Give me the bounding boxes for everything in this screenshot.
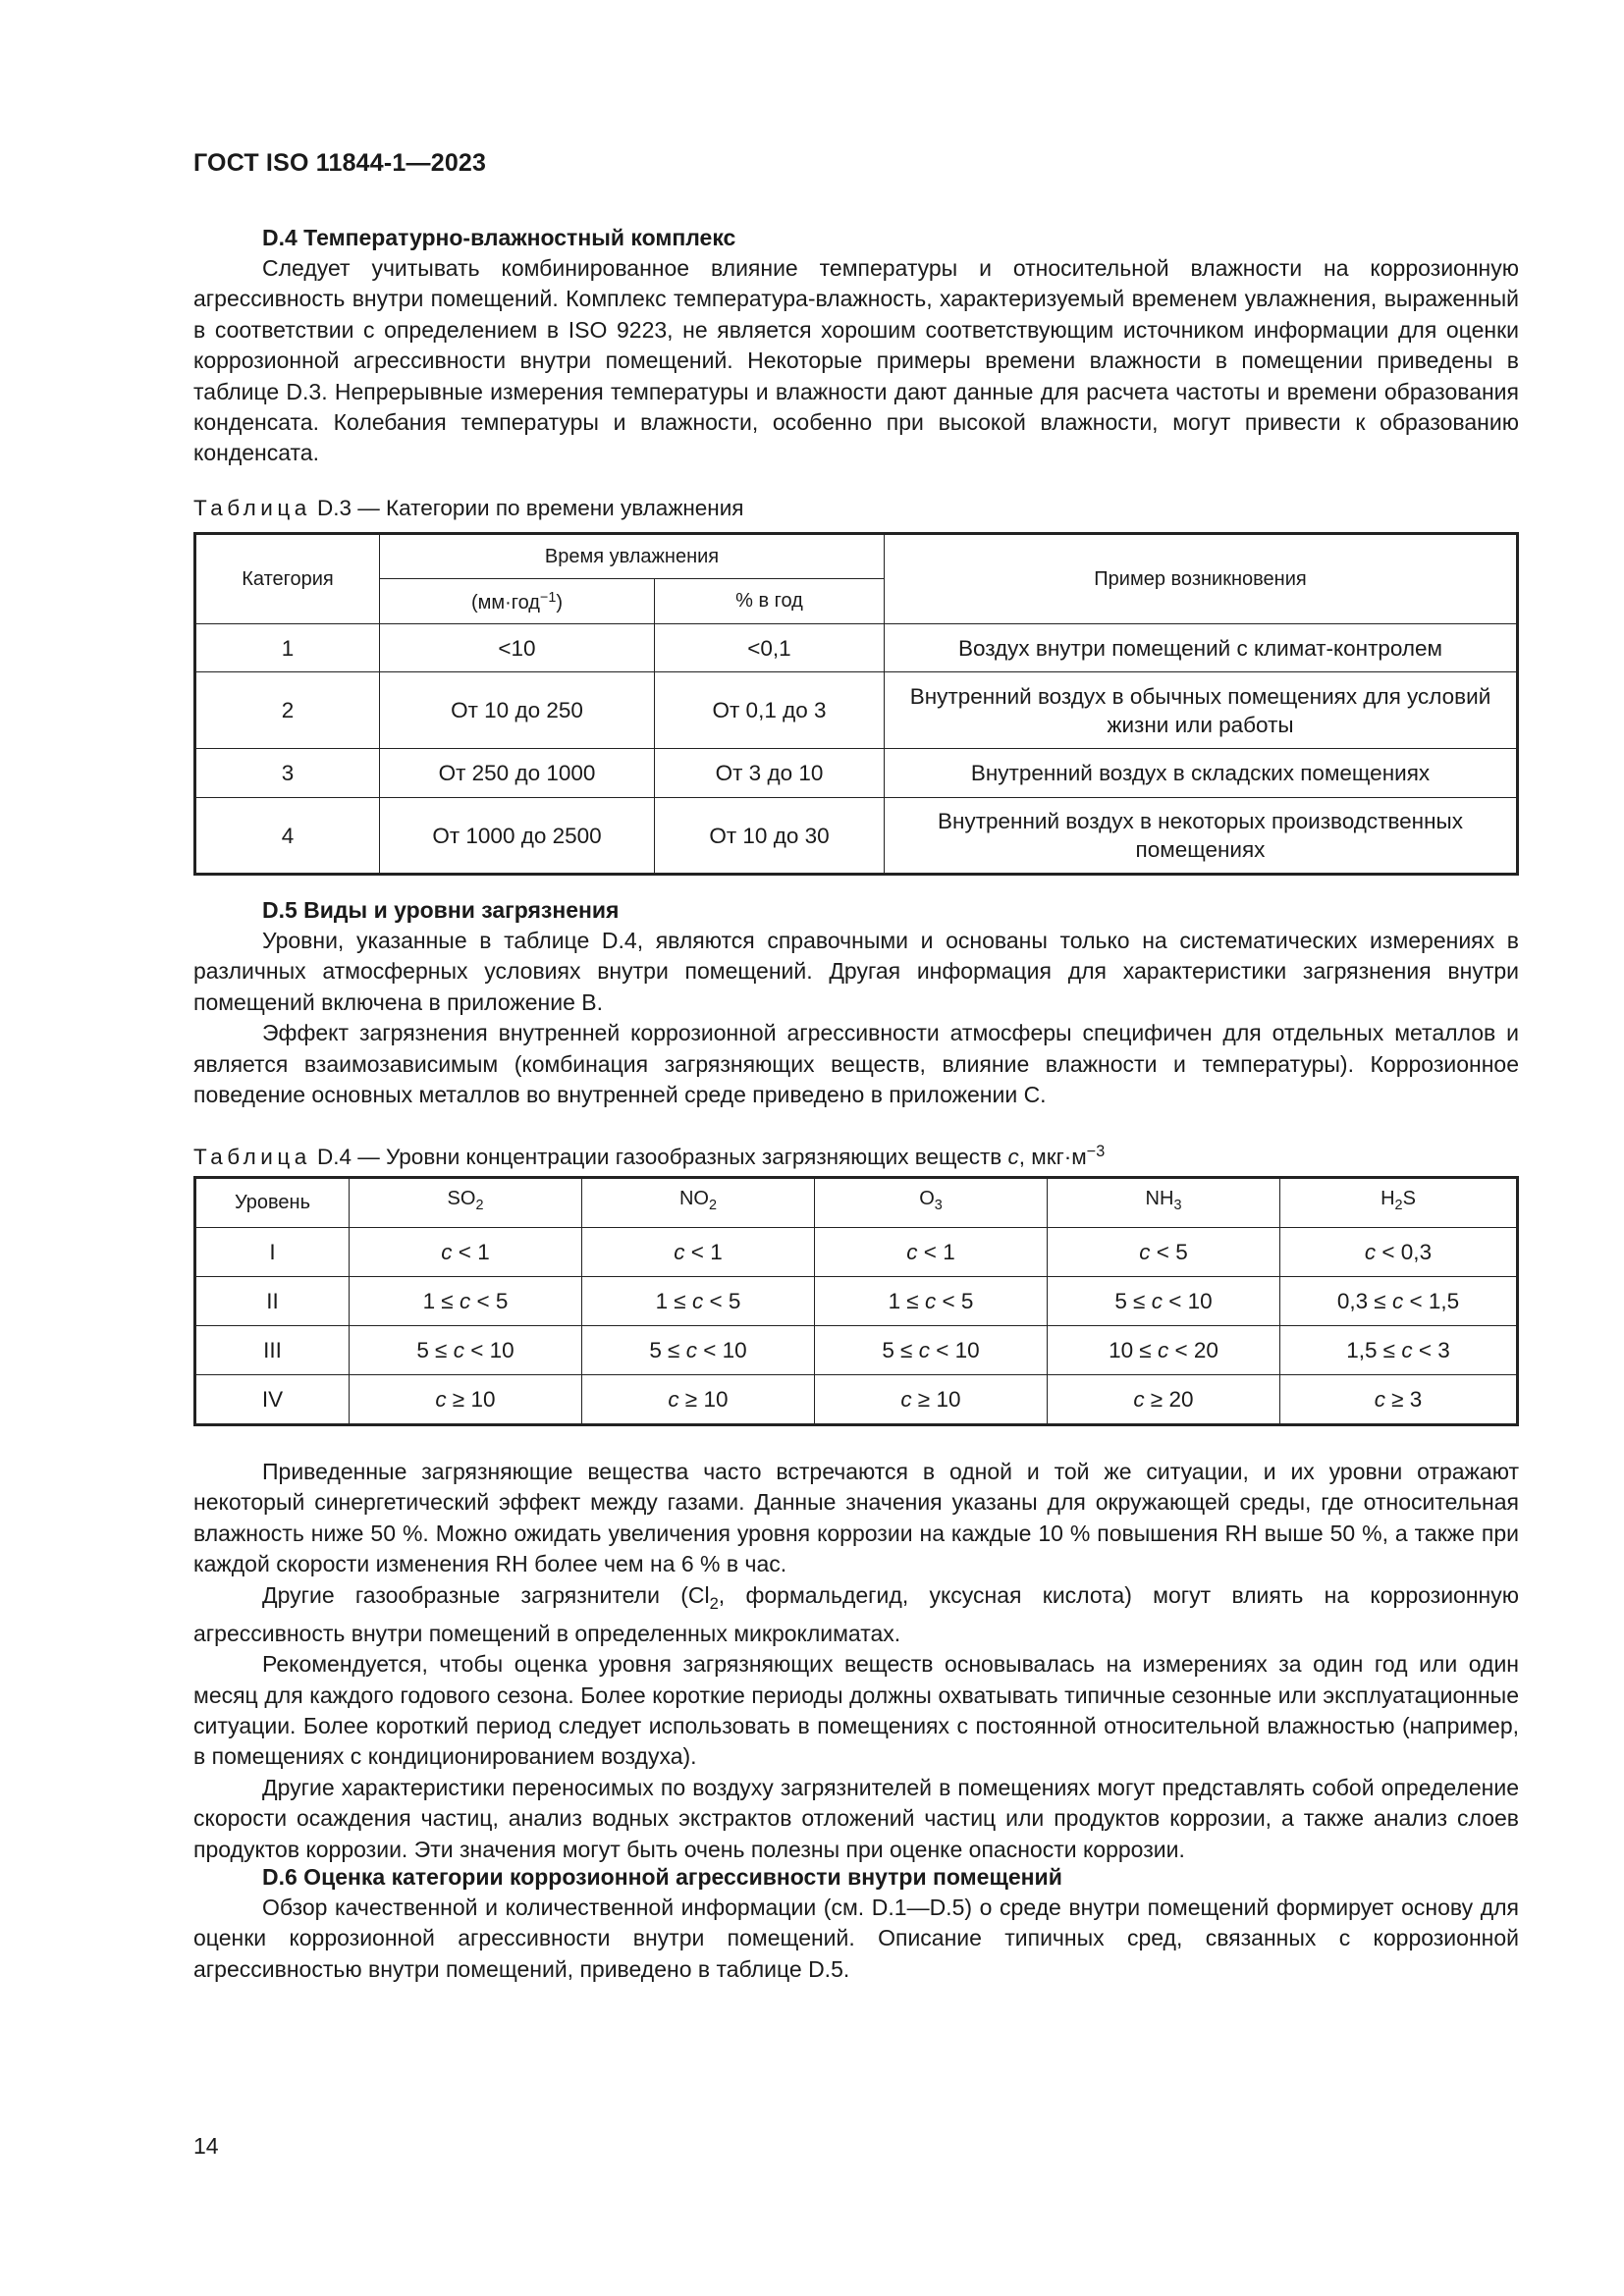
table-cell-category: 1 xyxy=(195,624,380,672)
page-number: 14 xyxy=(193,2133,219,2159)
gas-subscript: 3 xyxy=(934,1198,943,1214)
table-d3-header-category: Категория xyxy=(195,534,380,624)
document-header: ГОСТ ISO 11844-1—2023 xyxy=(193,149,487,177)
table-cell-mm: От 10 до 250 xyxy=(380,672,655,749)
section-d6-title: D.6 Оценка категории коррозионной агрессивности внутри помещений xyxy=(262,1864,1062,1890)
table-cell-level: III xyxy=(195,1326,350,1375)
table-cell-percent: От 0,1 до 3 xyxy=(655,672,885,749)
table-cell-concentration: c < 1 xyxy=(350,1228,582,1277)
table-cell-concentration: 1 ≤ c < 5 xyxy=(815,1277,1048,1326)
table-cell-percent: От 10 до 30 xyxy=(655,798,885,875)
after-d4-paragraph-2-pre: Другие газообразные загрязнители (Cl xyxy=(262,1581,710,1608)
section-d6-paragraph: Обзор качественной и количественной информации (см. D.1—D.5) о среде внутри помещений формирует основу для оценки коррозионной агрессивности внутри помещений. Описание типичных сред, связанных с коррозионной агрессивностью внутри помещений, приведено в таблице D.5. xyxy=(193,1895,1519,1982)
table-cell-percent: От 3 до 10 xyxy=(655,749,885,798)
table-d4-header-gas xyxy=(815,1178,1048,1228)
table-cell-level: IV xyxy=(195,1375,350,1425)
table-d4-caption-var: c xyxy=(1007,1145,1019,1170)
table-cell-percent: <0,1 xyxy=(655,624,885,672)
gas-subscript: 2 xyxy=(708,1198,717,1214)
after-d4-paragraph-4: Другие характеристики переносимых по воздуху загрязнителей в помещениях могут представлять собой определение скорости осаждения частиц, анализ водных экстрактов отложений частиц или продуктов коррозии, а также анализ слоев продуктов коррозии. Эти значения могут быть очень полезны при оценке опасности коррозии. xyxy=(193,1774,1519,1862)
table-cell-concentration: 5 ≤ c < 10 xyxy=(582,1326,815,1375)
after-d4-paragraph-1: Приведенные загрязняющие вещества часто встречаются в одной и той же ситуации, и их уровни отражают некоторый синергетический эффект между газами. Данные значения указаны для окружающей среды, где относительная влажность ниже 50 %. Можно ожидать увеличения уровня коррозии на каждые 10 % повышения RH выше 50 %, а также при каждой скорости изменения RH более чем на 6 % в час. xyxy=(193,1459,1519,1577)
table-d4-header-gas xyxy=(1280,1178,1518,1228)
table-d4-caption xyxy=(193,1137,1105,1172)
table-cell-mm: <10 xyxy=(380,624,655,672)
table-cell-concentration: 5 ≤ c < 10 xyxy=(350,1326,582,1375)
section-d4-title: D.4 Температурно-влажностный комплекс xyxy=(262,225,736,250)
section-d4 xyxy=(193,223,1519,469)
table-row xyxy=(195,1228,1518,1277)
table-d4-caption-exp: −3 xyxy=(1086,1143,1106,1160)
table-d4-caption-label: Таблица xyxy=(193,1145,311,1170)
table-cell-concentration: 1 ≤ c < 5 xyxy=(582,1277,815,1326)
table-d3-caption-label: Таблица xyxy=(193,496,311,520)
table-d3-caption-text: D.3 — Категории по времени увлажнения xyxy=(317,496,744,520)
gas-base: O xyxy=(919,1188,935,1210)
table-cell-level: II xyxy=(195,1277,350,1326)
gas-base: H xyxy=(1380,1188,1395,1210)
table-cell-mm: От 250 до 1000 xyxy=(380,749,655,798)
table-row xyxy=(195,1277,1518,1326)
table-d4 xyxy=(193,1176,1519,1426)
table-cell-mm: От 1000 до 2500 xyxy=(380,798,655,875)
table-d4-header-level: Уровень xyxy=(195,1178,350,1228)
table-d4-header-gas xyxy=(1048,1178,1280,1228)
after-table-d4 xyxy=(193,1457,1519,1865)
table-d3-caption xyxy=(193,494,744,523)
table-cell-concentration: 0,3 ≤ c < 1,5 xyxy=(1280,1277,1518,1326)
table-cell-concentration: c < 1 xyxy=(582,1228,815,1277)
table-row xyxy=(195,624,1518,672)
gas-base: NO xyxy=(678,1188,709,1210)
table-row xyxy=(195,1375,1518,1425)
table-cell-concentration: 1,5 ≤ c < 3 xyxy=(1280,1326,1518,1375)
table-d4-caption-text: D.4 — Уровни концентрации газообразных загрязняющих веществ xyxy=(317,1145,1008,1170)
table-cell-example: Внутренний воздух в обычных помещениях для условий жизни или работы xyxy=(885,672,1518,749)
table-d4-caption-unit: , мкг·м xyxy=(1018,1145,1087,1170)
section-d5-title: D.5 Виды и уровни загрязнения xyxy=(262,897,620,923)
gas-subscript: 2 xyxy=(475,1198,484,1214)
gas-base: SO xyxy=(447,1188,476,1210)
table-row xyxy=(195,672,1518,749)
table-cell-concentration: 5 ≤ c < 10 xyxy=(815,1326,1048,1375)
table-cell-example: Внутренний воздух в складских помещениях xyxy=(885,749,1518,798)
table-d3-header-unit xyxy=(380,579,655,624)
table-d3-wrapper xyxy=(193,532,1519,876)
table-cell-concentration: c ≥ 10 xyxy=(582,1375,815,1425)
table-cell-concentration: c ≥ 10 xyxy=(815,1375,1048,1425)
table-cell-concentration: c < 1 xyxy=(815,1228,1048,1277)
after-d4-paragraph-2-post: , формальдегид, уксусная кислота) могут влиять на коррозионную агрессивность внутри помещений в определенных микроклиматах. xyxy=(193,1581,1519,1646)
table-d3-header-percent: % в год xyxy=(655,579,885,624)
after-d4-paragraph-2-sub: 2 xyxy=(709,1593,719,1613)
table-d4-header-gas xyxy=(582,1178,815,1228)
table-d4-header-gas xyxy=(350,1178,582,1228)
table-cell-concentration: c ≥ 20 xyxy=(1048,1375,1280,1425)
table-d3-unit-exp: −1 xyxy=(539,590,557,607)
table-row xyxy=(195,798,1518,875)
table-cell-example: Воздух внутри помещений с климат-контролем xyxy=(885,624,1518,672)
section-d5 xyxy=(193,895,1519,1110)
table-row xyxy=(195,749,1518,798)
gas-base: NH xyxy=(1145,1188,1174,1210)
table-d4-header-row xyxy=(195,1178,1518,1228)
section-d6 xyxy=(193,1862,1519,1985)
section-d5-paragraph-1: Уровни, указанные в таблице D.4, являются справочными и основаны только на систематических измерениях в различных атмосферных условиях внутри помещений. Другая информация для характеристики загрязнения внутри помещений включена в приложение B. xyxy=(193,928,1519,1015)
table-cell-category: 3 xyxy=(195,749,380,798)
table-cell-category: 2 xyxy=(195,672,380,749)
table-d3-header-example: Пример возникновения xyxy=(885,534,1518,624)
table-d3-unit-base: (мм·год xyxy=(470,592,540,614)
table-cell-example: Внутренний воздух в некоторых производственных помещениях xyxy=(885,798,1518,875)
table-d3 xyxy=(193,532,1519,876)
table-cell-concentration: 5 ≤ c < 10 xyxy=(1048,1277,1280,1326)
table-cell-category: 4 xyxy=(195,798,380,875)
table-d3-unit-close: ) xyxy=(556,592,564,614)
table-cell-concentration: 10 ≤ c < 20 xyxy=(1048,1326,1280,1375)
table-d4-wrapper xyxy=(193,1176,1519,1426)
table-cell-concentration: c ≥ 10 xyxy=(350,1375,582,1425)
section-d5-paragraph-2: Эффект загрязнения внутренней коррозионной агрессивности атмосферы специфичен для отдельных металлов и является взаимозависимым (комбинация загрязняющих веществ, влияние влажности и температуры). Коррозионное поведение основных металлов во внутренней среде приведено в приложении C. xyxy=(193,1020,1519,1108)
after-d4-paragraph-2 xyxy=(193,1580,1519,1650)
table-cell-concentration: c < 5 xyxy=(1048,1228,1280,1277)
table-cell-concentration: 1 ≤ c < 5 xyxy=(350,1277,582,1326)
table-cell-concentration: c ≥ 3 xyxy=(1280,1375,1518,1425)
table-d3-header-time: Время увлажнения xyxy=(380,534,885,579)
after-d4-paragraph-3: Рекомендуется, чтобы оценка уровня загрязняющих веществ основывалась на измерениях за один год или один месяц для каждого годового сезона. Более короткие периоды должны охватывать типичные сезонные или эксплуатационные ситуации. Более короткий период следует использовать в помещениях с постоянной относительной влажностью (например, в помещениях с кондиционированием воздуха). xyxy=(193,1651,1519,1770)
gas-subscript: 3 xyxy=(1173,1198,1182,1214)
table-row xyxy=(195,1326,1518,1375)
gas-subscript: 2 xyxy=(1394,1198,1403,1214)
table-cell-level: I xyxy=(195,1228,350,1277)
section-d4-paragraph: Следует учитывать комбинированное влияние температуры и относительной влажности на коррозионную агрессивность внутри помещений. Комплекс температура-влажность, характеризуемый временем увлажнения, выраженный в соответствии с определением в ISO 9223, не является хорошим соответствующим источником информации для оценки коррозионной агрессивности внутри помещений. Некоторые примеры времени влажности в помещении приведены в таблице D.3. Непрерывные измерения температуры и влажности дают данные для расчета частоты и времени образования конденсата. Колебания температуры и влажности, особенно при высокой влажности, могут привести к образованию конденсата. xyxy=(193,255,1519,466)
table-cell-concentration: c < 0,3 xyxy=(1280,1228,1518,1277)
gas-tail: S xyxy=(1402,1188,1416,1210)
